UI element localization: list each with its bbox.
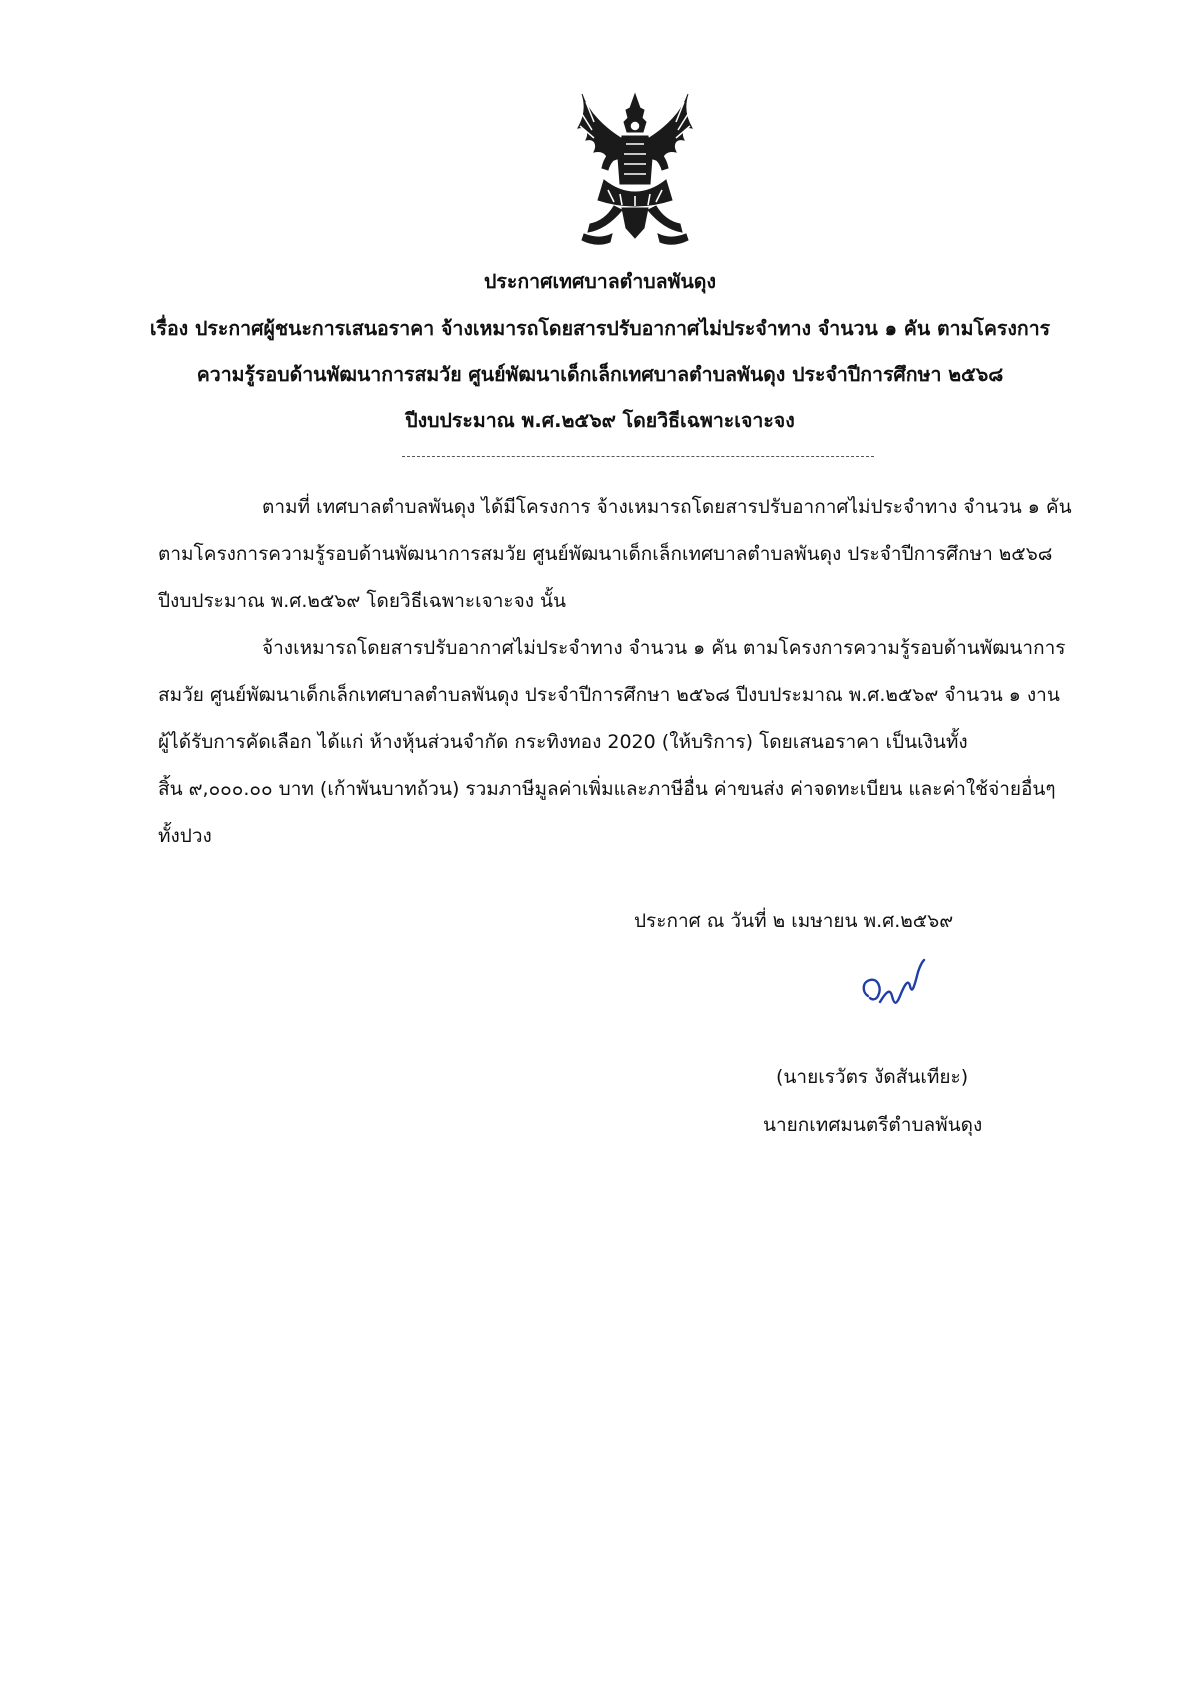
- title-divider: [402, 456, 874, 457]
- paragraph2-line-2: สมวัย ศูนย์พัฒนาเด็กเล็กเทศบาลตำบลพันดุง ประจำปีการศึกษา ๒๕๖๘ ปีงบประมาณ พ.ศ.๒๕๖๙ จำนวน ๑ งาน: [158, 684, 1060, 706]
- paragraph1-line-1: ตามที่ เทศบาลตำบลพันดุง ได้มีโครงการ จ้างเหมารถโดยสารปรับอากาศไม่ประจำทาง จำนวน ๑ คัน: [262, 496, 1072, 518]
- signature-mark: [856, 958, 936, 1028]
- signer-position: นายกเทศมนตรีตำบลพันดุง: [763, 1114, 983, 1136]
- paragraph1-line-2: ตามโครงการความรู้รอบด้านพัฒนาการสมวัย ศูนย์พัฒนาเด็กเล็กเทศบาลตำบลพันดุง ประจำปีการศึกษา ๒๕๖๘: [158, 543, 1053, 565]
- page-title: ประกาศเทศบาลตำบลพันดุง: [484, 270, 716, 293]
- paragraph2-line-4: สิ้น ๙,๐๐๐.๐๐ บาท (เก้าพันบาทถ้วน) รวมภาษีมูลค่าเพิ่มและภาษีอื่น ค่าขนส่ง ค่าจดทะเบียน และค่าใช้จ่ายอื่นๆ: [158, 778, 1056, 800]
- paragraph2-line-3: ผู้ได้รับการคัดเลือก ได้แก่ ห้างหุ้นส่วนจำกัด กระทิงทอง 2020 (ให้บริการ) โดยเสนอราคา เป็นเงินทั้ง: [158, 731, 968, 753]
- signer-name: (นายเรวัตร งัดสันเทียะ): [776, 1066, 969, 1088]
- subject-line-1: เรื่อง ประกาศผู้ชนะการเสนอราคา จ้างเหมารถโดยสารปรับอากาศไม่ประจำทาง จำนวน ๑ คัน ตามโครงการ: [149, 317, 1051, 340]
- paragraph2-line-5: ทั้งปวง: [158, 825, 212, 847]
- announce-date: ประกาศ ณ วันที่ ๒ เมษายน พ.ศ.๒๕๖๙: [634, 910, 954, 932]
- paragraph2-line-1: จ้างเหมารถโดยสารปรับอากาศไม่ประจำทาง จำนวน ๑ คัน ตามโครงการความรู้รอบด้านพัฒนาการ: [262, 637, 1066, 659]
- garuda-emblem-icon: [564, 88, 706, 250]
- subject-line-3: ปีงบประมาณ พ.ศ.๒๕๖๙ โดยวิธีเฉพาะเจาะจง: [405, 409, 795, 432]
- subject-line-2: ความรู้รอบด้านพัฒนาการสมวัย ศูนย์พัฒนาเด็กเล็กเทศบาลตำบลพันดุง ประจำปีการศึกษา ๒๕๖๘: [196, 363, 1004, 386]
- paragraph1-line-3: ปีงบประมาณ พ.ศ.๒๕๖๙ โดยวิธีเฉพาะเจาะจง นั้น: [158, 590, 567, 612]
